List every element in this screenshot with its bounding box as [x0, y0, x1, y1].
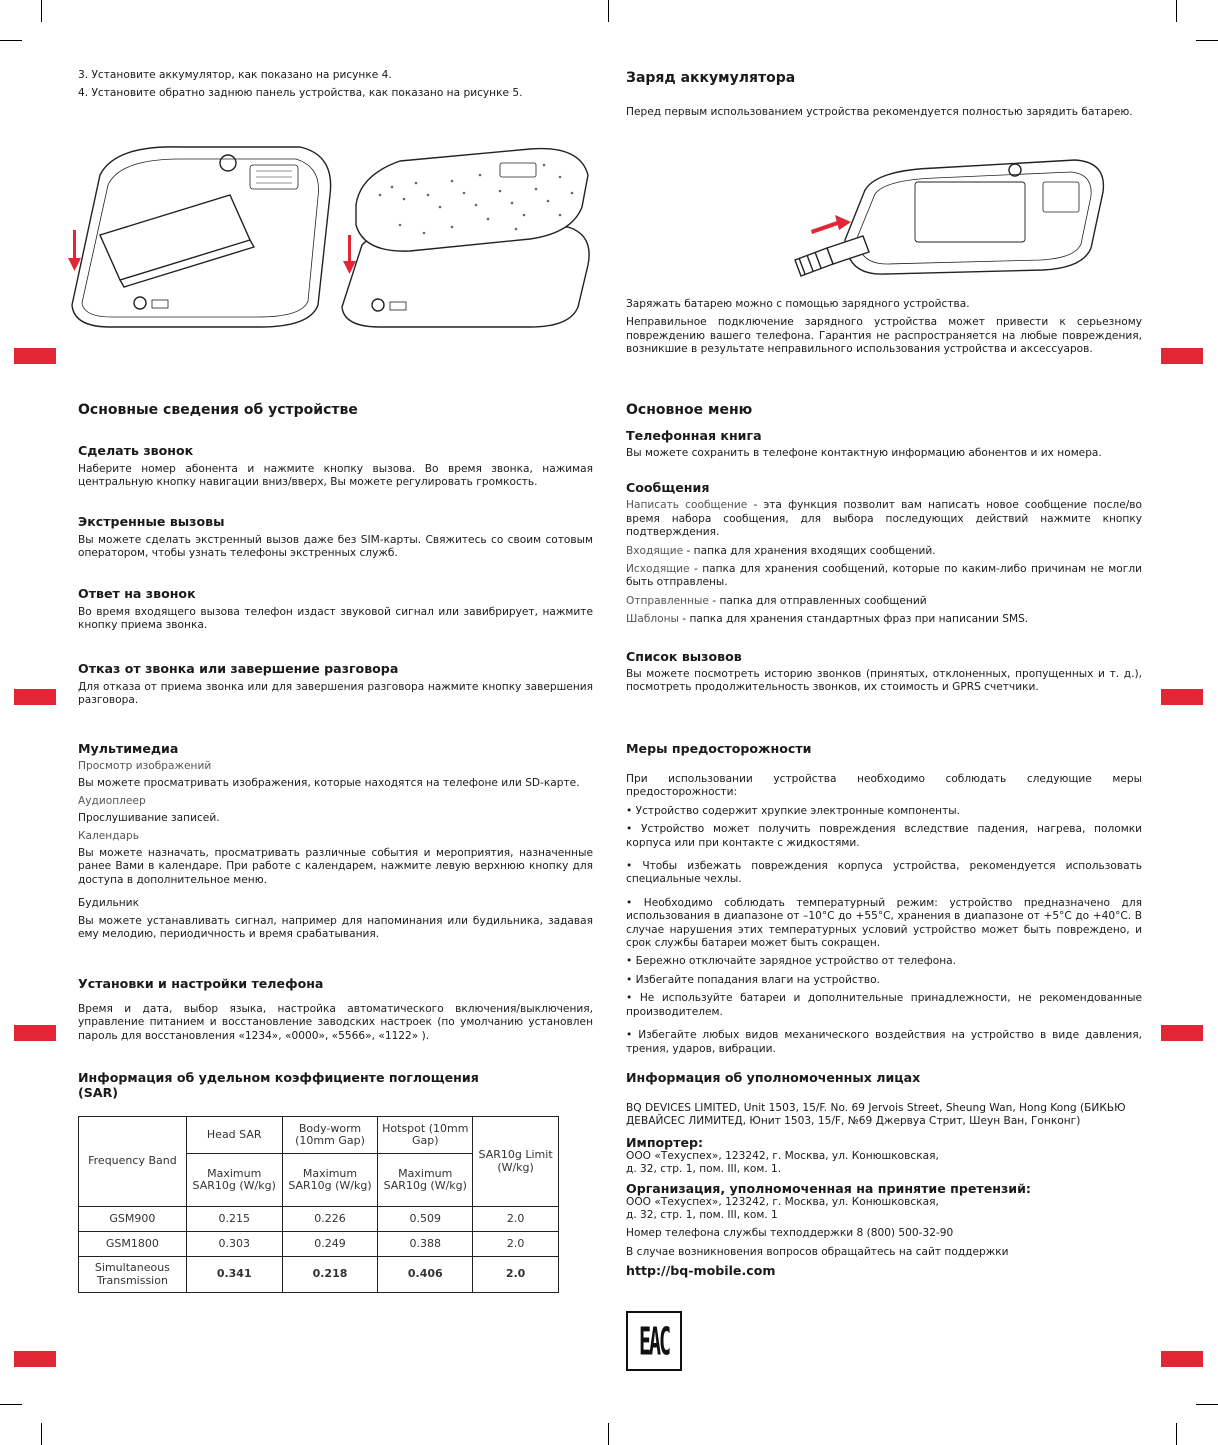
- support-url-link[interactable]: http://bq-mobile.com: [626, 1263, 776, 1279]
- table-row: [79, 1232, 559, 1257]
- templates-label: Шаблоны: [626, 613, 679, 626]
- sar-table: [78, 1116, 559, 1293]
- emergency-section: [78, 514, 593, 561]
- safety-item: • Необходимо соблюдать температурный режим: устройство предназначено для использования в диапазоне от –10°C до +55°C, хранения в диапазоне от +5°C до +40°C. В случае нарушения этих температурных условий устройство может быть повреждено, и срок службы батареи может быть сокращен.: [626, 896, 1142, 950]
- crop-mark: [41, 1423, 42, 1445]
- arrow-right-icon: [811, 221, 838, 234]
- crop-mark: [1176, 1423, 1177, 1445]
- max-sar-label: Maximum SAR10g (W/kg): [282, 1154, 378, 1207]
- safety-item: • Избегайте любых видов механического воздействия на устройство в виде давления, трения, ударов, вибрации.: [626, 1029, 1142, 1055]
- claims-title: Организация, уполномоченная на принятие претензий:: [626, 1180, 1031, 1196]
- steps: [78, 69, 598, 101]
- write-message-item: [626, 499, 1142, 539]
- step-4: 4. Установите обратно заднюю панель устройства, как показано на рисунке 5.: [78, 87, 523, 100]
- limit-header: SAR10g Limit (W/kg): [473, 1117, 559, 1207]
- inbox-text: - папка для хранения входящих сообщений.: [683, 544, 936, 557]
- sar-title: Информация об удельном коэффициенте поглощения: [78, 1070, 479, 1085]
- value-cell: 0.341: [186, 1257, 282, 1293]
- value-cell: 0.509: [378, 1207, 473, 1232]
- battery: [100, 195, 250, 280]
- charge-text-1: Заряжать батарею можно с помощью зарядного устройства.: [626, 298, 970, 310]
- support-phone: Номер телефона службы техподдержки 8 (800) 500-32-90: [626, 1227, 954, 1240]
- safety-item: • Чтобы избежать повреждения корпуса устройства, рекомендуется использовать специальные чехлы.: [626, 860, 1142, 886]
- max-sar-label: Maximum SAR10g (W/kg): [378, 1154, 473, 1207]
- back-cover: [356, 149, 588, 252]
- charge-intro: Перед первым использованием устройства рекомендуется полностью зарядить батарею.: [626, 106, 1133, 118]
- claims-text: ООО «Техуспех», 123242, г. Москва, ул. Конюшковская,: [626, 1195, 939, 1208]
- inbox-label: Входящие: [626, 544, 684, 557]
- importer-text: ООО «Техуспех», 123242, г. Москва, ул. Конюшковская,: [626, 1149, 939, 1162]
- safety-section: [626, 741, 1142, 1056]
- charge-notes: [626, 298, 1142, 357]
- arrow-right-icon: [835, 215, 851, 230]
- templates-text: - папка для хранения стандартных фраз при написании SMS.: [678, 613, 1029, 626]
- fold-mark: [608, 1423, 609, 1445]
- calendar-text: Вы можете назначать, просматривать различные события и мероприятия, назначенные ранее Вами в календаре. При работе с календарем, нажмите левую верхнюю кнопку для доступа в дополнительное меню.: [78, 847, 593, 886]
- sent-label: Отправленные: [626, 594, 709, 607]
- outbox-label: Исходящие: [626, 563, 690, 576]
- red-tab: [14, 689, 56, 705]
- templates-item: [626, 613, 1142, 626]
- images-subtitle: Просмотр изображений: [78, 760, 212, 772]
- basics-title: Основные сведения об устройстве: [78, 402, 358, 418]
- hotspot-header: Hotspot (10mm Gap): [378, 1117, 473, 1154]
- alarm-text: Вы можете устанавливать сигнал, например для напоминания или будильника, задавая ему мелодию, периодичность и время срабатывания.: [78, 914, 593, 941]
- charger-plug: [827, 236, 869, 264]
- safety-item: • Устройство содержит хрупкие электронные компоненты.: [626, 804, 960, 817]
- support-site-text: В случае возникновения вопросов обращайтесь на сайт поддержки: [626, 1245, 1009, 1258]
- crop-mark: [1196, 1404, 1218, 1405]
- red-tab: [14, 1025, 56, 1041]
- safety-title: Меры предосторожности: [626, 741, 812, 756]
- red-tab: [14, 1351, 56, 1367]
- crop-mark: [0, 40, 22, 41]
- phonebook-text: Вы можете сохранить в телефоне контактную информацию абонентов и их номера.: [626, 447, 1102, 459]
- call-text: Наберите номер абонента и нажмите кнопку вызова. Во время звонка, нажимая центральную кнопку навигации вниз/вверх, Вы можете регулировать громкость.: [78, 463, 593, 489]
- importer-title: Импортер:: [626, 1134, 704, 1150]
- phone-body: [845, 160, 1103, 274]
- importer-text: д. 32, стр. 1, пом. III, ком. 1.: [626, 1163, 782, 1176]
- eac-label: EAC: [638, 1318, 670, 1364]
- band-cell: GSM900: [79, 1207, 187, 1232]
- crop-mark: [1176, 0, 1177, 22]
- write-message-label: Написать сообщение: [626, 499, 748, 512]
- eac-mark: [626, 1311, 682, 1371]
- basics-section: [78, 402, 598, 418]
- calllog-text: Вы можете посмотреть историю звонков (принятых, отклоненных, пропущенных и т. д.), посмотреть продолжительность звонков, их стоимость и GPRS счетчики.: [626, 667, 1142, 694]
- head-sar-header: Head SAR: [186, 1117, 282, 1154]
- fold-mark: [608, 0, 609, 22]
- band-cell: GSM1800: [79, 1232, 187, 1257]
- calllog-title: Список вызовов: [626, 648, 742, 664]
- red-tab: [14, 348, 56, 364]
- value-cell: 0.218: [282, 1257, 378, 1293]
- sar-section: [78, 1070, 593, 1100]
- safety-intro: При использовании устройства необходимо соблюдать следующие меры предосторожности:: [626, 773, 1142, 799]
- answer-title: Ответ на звонок: [78, 586, 196, 601]
- safety-item: • Не используйте батареи и дополнительные принадлежности, не рекомендованные производителем.: [626, 992, 1142, 1018]
- multimedia-title: Мультимедиа: [78, 741, 179, 756]
- authorized-section: [626, 1070, 1142, 1278]
- crop-mark: [41, 0, 42, 22]
- charge-title: Заряд аккумулятора: [626, 70, 796, 86]
- value-cell: 0.406: [378, 1257, 473, 1293]
- calendar-subtitle: Календарь: [78, 829, 140, 842]
- write-message-text: - эта функция позволит вам написать новое сообщение после/во время набора сообщения, для выбора последующих действий нажмите кнопку подтверждения.: [626, 499, 1143, 539]
- red-tab: [1161, 1351, 1203, 1367]
- table-row: [79, 1207, 559, 1232]
- alarm-subtitle: Будильник: [78, 897, 139, 910]
- charge-section: [626, 70, 1142, 119]
- charge-text-2: Неправильное подключение зарядного устройства может привести к серьезному повреждению вашего телефона. Гарантия не распространяется на любые повреждения, возникшие в результате неправильного использования устройства и аксессуаров.: [626, 316, 1142, 356]
- multimedia-section: [78, 741, 593, 941]
- value-cell: 0.226: [282, 1207, 378, 1232]
- value-cell: 0.249: [282, 1232, 378, 1257]
- menu-title: Основное меню: [626, 402, 753, 418]
- call-title: Сделать звонок: [78, 443, 194, 458]
- settings-title: Установки и настройки телефона: [78, 976, 324, 991]
- sar-title-abbr: (SAR): [78, 1085, 119, 1100]
- settings-text: Время и дата, выбор языка, настройка автоматического включения/выключения, управление питанием и восстановление заводских настроек (по умолчанию установлен пароль для восстановления «1234», «0000», «5566», «1122» ).: [78, 1003, 593, 1042]
- max-sar-label: Maximum SAR10g (W/kg): [186, 1154, 282, 1207]
- safety-item: • Избегайте попадания влаги на устройство.: [626, 973, 880, 986]
- safety-item: • Устройство может получить повреждения вследствие падения, нагрева, поломки корпуса или при контакте с жидкостями.: [626, 823, 1142, 849]
- messages-title: Сообщения: [626, 480, 710, 496]
- authorized-title: Информация об уполномоченных лицах: [626, 1070, 921, 1085]
- answer-section: [78, 586, 593, 633]
- crop-mark: [1196, 40, 1218, 41]
- reject-section: [78, 661, 593, 708]
- band-cell: Simultaneous Transmission: [79, 1257, 187, 1293]
- red-tab: [1161, 348, 1203, 364]
- answer-text: Во время входящего вызова телефон издаст звуковой сигнал или завибрирует, нажмите кнопку приема звонка.: [78, 606, 593, 632]
- charging-illustration: [785, 130, 1115, 280]
- reject-text: Для отказа от приема звонка или для завершения разговора нажмите кнопку завершения разговора.: [78, 681, 593, 707]
- audio-subtitle: Аудиоплеер: [78, 794, 146, 807]
- sent-text: - папка для отправленных сообщений: [708, 594, 927, 607]
- arrow-down-icon: [73, 230, 76, 260]
- value-cell: 2.0: [473, 1257, 559, 1293]
- emergency-title: Экстренные вызовы: [78, 514, 225, 529]
- safety-item: • Бережно отключайте зарядное устройство от телефона.: [626, 955, 956, 968]
- value-cell: 0.303: [186, 1232, 282, 1257]
- phonebook-title: Телефонная книга: [626, 428, 762, 443]
- inbox-item: [626, 545, 1142, 558]
- red-tab: [1161, 1025, 1203, 1041]
- band-header: Frequency Band: [79, 1117, 187, 1207]
- crop-mark: [0, 1404, 22, 1405]
- outbox-text: - папка для хранения сообщений, которые по каким-либо причинам не могли быть отправлены.: [626, 563, 1142, 589]
- value-cell: 2.0: [473, 1207, 559, 1232]
- step-3: 3. Установите аккумулятор, как показано на рисунке 4.: [78, 69, 392, 81]
- table-row: [79, 1257, 559, 1293]
- claims-text: д. 32, стр. 1, пом. III, ком. 1: [626, 1209, 778, 1222]
- red-tab: [1161, 689, 1203, 705]
- arrow-down-icon: [348, 235, 351, 263]
- emergency-text: Вы можете сделать экстренный вызов даже без SIM-карты. Свяжитесь со своим сотовым оператором, чтобы узнать телефоны экстренных служб.: [78, 534, 593, 560]
- settings-section: [78, 976, 593, 1043]
- manufacturer-address: BQ DEVICES LIMITED, Unit 1503, 15/F. No. 69 Jervois Street, Sheung Wan, Hong Kong (БИКЬЮ ДЕВАЙСЕС ЛИМИТЕД, Юнит 1503, 15/F, №69 Джервуа Стрит, Шеун Ван, Гонконг): [626, 1102, 1126, 1128]
- battery: [915, 182, 1025, 242]
- battery-install-illustration: [60, 135, 600, 335]
- body-sar-header: Body-worm (10mm Gap): [282, 1117, 378, 1154]
- outbox-item: [626, 563, 1142, 590]
- call-section: [78, 443, 593, 490]
- reject-title: Отказ от звонка или завершение разговора: [78, 661, 399, 676]
- sent-item: [626, 595, 1142, 608]
- menu-section: [626, 402, 1142, 694]
- value-cell: 0.388: [378, 1232, 473, 1257]
- value-cell: 2.0: [473, 1232, 559, 1257]
- value-cell: 0.215: [186, 1207, 282, 1232]
- images-text: Вы можете просматривать изображения, которые находятся на телефоне или SD-карте.: [78, 777, 580, 790]
- audio-text: Прослушивание записей.: [78, 812, 220, 825]
